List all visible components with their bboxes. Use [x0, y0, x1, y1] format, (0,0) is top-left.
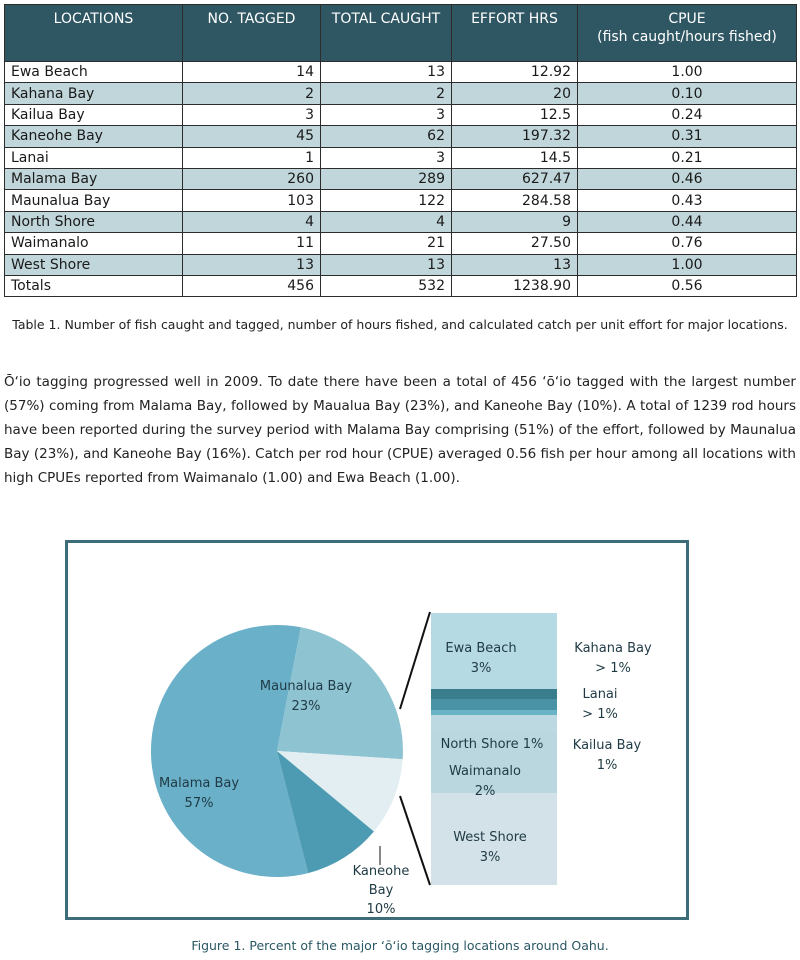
- label-north-shore: North Shore 1%: [440, 737, 544, 752]
- label-waimanalo: Waimanalo: [448, 764, 522, 779]
- cell-total-caught: 4: [321, 211, 452, 232]
- label-kaneohe-bay-line1: Kaneohe: [352, 864, 410, 879]
- label-ewa-beach: Ewa Beach: [445, 641, 517, 656]
- label-kailua-bay: Kailua Bay: [572, 738, 642, 753]
- cell-cpue: 0.21: [578, 147, 797, 168]
- cell-effort-hrs: 20: [452, 83, 578, 104]
- cell-effort-hrs: 13: [452, 254, 578, 275]
- header-no-tagged: NO. TAGGED: [183, 5, 321, 62]
- table-row: [5, 275, 797, 296]
- cell-total-caught: 62: [321, 126, 452, 147]
- cell-location: West Shore: [5, 254, 183, 275]
- table-row: [5, 83, 797, 104]
- cell-no-tagged: 13: [183, 254, 321, 275]
- cell-effort-hrs: 27.50: [452, 233, 578, 254]
- header-cpue-subheader: (fish caught/hours fished): [597, 29, 777, 45]
- cell-no-tagged: 11: [183, 233, 321, 254]
- label-malama-bay: Malama Bay: [158, 776, 240, 791]
- cell-total-caught: 532: [321, 275, 452, 296]
- cell-cpue: 0.31: [578, 126, 797, 147]
- cell-total-caught: 2: [321, 83, 452, 104]
- pie-chart: [68, 543, 686, 917]
- cell-location: Kailua Bay: [5, 104, 183, 125]
- bar-segment-lanai: [431, 699, 557, 710]
- cell-cpue: 1.00: [578, 62, 797, 83]
- cell-location: Ewa Beach: [5, 62, 183, 83]
- cell-effort-hrs: 9: [452, 211, 578, 232]
- cell-location: Lanai: [5, 147, 183, 168]
- cell-location: Totals: [5, 275, 183, 296]
- cell-cpue: 0.76: [578, 233, 797, 254]
- cell-location: Malama Bay: [5, 168, 183, 189]
- label-maunalua-bay: Maunalua Bay: [259, 679, 353, 694]
- table-row: [5, 168, 797, 189]
- connector-line-top: [400, 612, 430, 709]
- cell-cpue: 0.24: [578, 104, 797, 125]
- label-west-shore: West Shore: [453, 830, 527, 845]
- label-kailua-bay-pct: 1%: [596, 758, 618, 773]
- label-kaneohe-bay-pct: 10%: [366, 902, 396, 917]
- cell-cpue: 0.10: [578, 83, 797, 104]
- cell-effort-hrs: 284.58: [452, 190, 578, 211]
- label-lanai: Lanai: [582, 687, 618, 702]
- cell-no-tagged: 14: [183, 62, 321, 83]
- header-total-caught: TOTAL CAUGHT: [321, 5, 452, 62]
- cell-no-tagged: 2: [183, 83, 321, 104]
- cell-total-caught: 3: [321, 104, 452, 125]
- figure-caption: Figure 1. Percent of the major ‘ō‘io tagging locations around Oahu.: [191, 938, 609, 953]
- cell-effort-hrs: 14.5: [452, 147, 578, 168]
- header-locations: LOCATIONS: [5, 5, 183, 62]
- table-row: [5, 211, 797, 232]
- table-row: [5, 104, 797, 125]
- cell-no-tagged: 45: [183, 126, 321, 147]
- bar-segment-kailua-bay: [431, 710, 557, 715]
- label-kahana-bay: Kahana Bay: [574, 641, 652, 656]
- label-kaneohe-bay-line2: Bay: [368, 883, 394, 898]
- cell-location: North Shore: [5, 211, 183, 232]
- cell-no-tagged: 260: [183, 168, 321, 189]
- cell-cpue: 0.44: [578, 211, 797, 232]
- cell-total-caught: 21: [321, 233, 452, 254]
- label-malama-bay-pct: 57%: [184, 796, 214, 811]
- cell-effort-hrs: 12.5: [452, 104, 578, 125]
- cell-effort-hrs: 12.92: [452, 62, 578, 83]
- cell-location: Waimanalo: [5, 233, 183, 254]
- table-caption: Table 1. Number of fish caught and tagged, number of hours fished, and calculated catch per unit effort for major locations.: [12, 317, 788, 332]
- label-maunalua-bay-pct: 23%: [291, 699, 321, 714]
- cell-no-tagged: 1: [183, 147, 321, 168]
- label-ewa-beach-pct: 3%: [470, 661, 492, 676]
- table-row: [5, 233, 797, 254]
- cell-location: Maunalua Bay: [5, 190, 183, 211]
- label-waimanalo-pct: 2%: [474, 784, 496, 799]
- cell-total-caught: 122: [321, 190, 452, 211]
- summary-paragraph: Ō‘io tagging progressed well in 2009. To date there have been a total of 456 ‘ō‘io tagged with the largest number (57%) coming from Malama Bay, followed by Maualua Bay (23%), and Kaneohe Bay (10%). A total of 1239 rod hours have been reported during the survey period with Malama Bay comprising (51%) of the effort, followed by Maunalua Bay (23%), and Kaneohe Bay (16%). Catch per rod hour (CPUE) averaged 0.56 fish per hour among all locations with high CPUEs reported from Waimanalo (1.00) and Ewa Beach (1.00).: [4, 374, 796, 486]
- table-row: [5, 190, 797, 211]
- fish-tagging-table: [4, 4, 797, 297]
- cell-total-caught: 289: [321, 168, 452, 189]
- cell-effort-hrs: 627.47: [452, 168, 578, 189]
- table-row: [5, 62, 797, 83]
- table-row: [5, 126, 797, 147]
- table-row: [5, 254, 797, 275]
- header-cpue: [578, 5, 797, 62]
- cell-cpue: 0.43: [578, 190, 797, 211]
- table-row: [5, 147, 797, 168]
- cell-no-tagged: 3: [183, 104, 321, 125]
- bar-segment-kahana-bay: [431, 689, 557, 699]
- figure-frame: [65, 540, 689, 920]
- bar-segment-north-shore: [431, 715, 557, 732]
- cell-cpue: 1.00: [578, 254, 797, 275]
- cell-no-tagged: 456: [183, 275, 321, 296]
- cell-location: Kaneohe Bay: [5, 126, 183, 147]
- label-west-shore-pct: 3%: [479, 850, 501, 865]
- header-effort-hrs: EFFORT HRS: [452, 5, 578, 62]
- label-kahana-bay-pct: > 1%: [595, 661, 631, 676]
- cell-no-tagged: 103: [183, 190, 321, 211]
- cell-cpue: 0.56: [578, 275, 797, 296]
- cell-total-caught: 13: [321, 254, 452, 275]
- cell-effort-hrs: 197.32: [452, 126, 578, 147]
- table-header-row: [5, 5, 797, 62]
- cell-total-caught: 3: [321, 147, 452, 168]
- label-lanai-pct: > 1%: [582, 707, 618, 722]
- cell-total-caught: 13: [321, 62, 452, 83]
- cell-cpue: 0.46: [578, 168, 797, 189]
- cell-effort-hrs: 1238.90: [452, 275, 578, 296]
- cell-location: Kahana Bay: [5, 83, 183, 104]
- header-cpue-label: CPUE: [668, 11, 706, 27]
- cell-no-tagged: 4: [183, 211, 321, 232]
